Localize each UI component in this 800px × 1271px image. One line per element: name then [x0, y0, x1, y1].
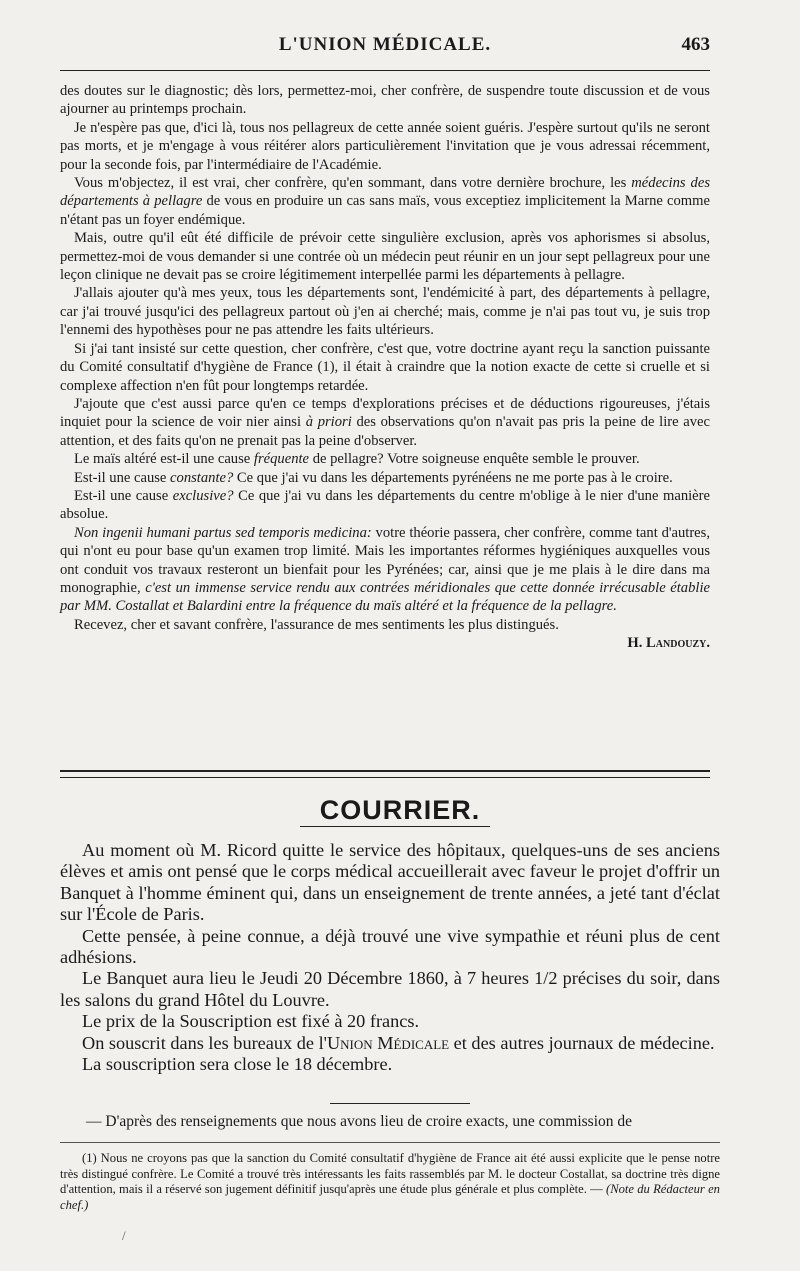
letter-paragraph: J'ajoute que c'est aussi parce qu'en ce temps d'explorations précises et de déductions rigoureuses, j'étais inquiet pour la science de voir nier ainsi à priori des observations qu'on n'avait pas pris la peine de lire avec attention, et des faits qu'on ne prenait pas la peine d'observer.: [60, 395, 711, 449]
courrier-paragraph: Le Banquet aura lieu le Jeudi 20 Décembre 1860, à 7 heures 1/2 précises du soir, dans les salons du grand Hôtel du Louvre.: [60, 968, 720, 1010]
title-underline: [300, 826, 490, 827]
section-divider: [60, 770, 710, 778]
courrier-paragraph: Cette pensée, à peine connue, a déjà trouvé une vive sympathie et réuni plus de cent adhésions.: [60, 925, 720, 968]
signature: H. Landouzy.: [627, 635, 710, 652]
letter-paragraph: Je n'espère pas que, d'ici là, tous nos pellagreux de cette année soient guéris. J'espère surtout qu'ils ne seront pas morts, et je m'engage à vous réitérer alors particulièrement l'invitation que je vous adressai récemment, pour la seconde fois, par l'intermédiaire de l'Académie.: [60, 119, 710, 173]
letter-paragraph: Est-il une cause constante? Ce que j'ai vu dans les départements pyrénéens ne me porte pas à le croire.: [74, 469, 673, 486]
paragraph-separator: [330, 1103, 470, 1104]
letter-paragraph: des doutes sur le diagnostic; dès lors, permettez-moi, cher confrère, de suspendre toute discussion et de vous ajourner au printemps prochain.: [60, 83, 710, 118]
footnote: (1) Nous ne croyons pas que la sanction du Comité consultatif d'hygiène de France ait été aussi explicite que le pense notre très distingué confrère. Le Comité a trouvé très intéressants les faits rassemblés par M. le docteur Costallat, sa doctrine très digne d'attention, mais il a réservé son jugement définitif jusqu'après une étude plus générale et plus complète. — (Note du Rédacteur en chef.): [60, 1151, 720, 1212]
news-item: — D'après des renseignements que nous avons lieu de croire exacts, une commission de: [86, 1113, 633, 1130]
section-title: COURRIER.: [319, 795, 481, 825]
page-number: 463: [681, 34, 710, 55]
courrier-body: [60, 840, 720, 1075]
letter-paragraph: J'allais ajouter qu'à mes yeux, tous les départements sont, l'endémicité à part, des départements à pellagre, car j'ai trouvé jusqu'ici des pellagreux partout où j'en ai cherché; mais, comme je n'ai pas tout vu, je suis trop l'ennemi des hypothèses pour ne pas attendre les faits ultérieurs.: [60, 285, 710, 339]
letter-paragraph: Mais, outre qu'il eût été difficile de prévoir cette singulière exclusion, après vos aphorismes si absolus, permettez-moi de vous demander si une contrée où un médecin peut réunir en un jour sept pellagreux pour une leçon clinique ne devait pas se croire légitimement interpellée parmi les départements à pellagre.: [60, 230, 710, 284]
courrier-paragraph: La souscription sera close le 18 décembre.: [82, 1054, 393, 1075]
letter-paragraph: Vous m'objectez, il est vrai, cher confrère, qu'en sommant, dans votre dernière brochure, les médecins des départements à pellagre de vous en produire un cas sans maïs, vous exceptiez implicitement la Marne comme n'étant pas un foyer endémique.: [60, 175, 710, 228]
letter-paragraph: Non ingenii humani partus sed temporis medicina: votre théorie passera, cher confrère, comme tant d'autres, qui n'ont eu pour base qu'un examen trop limité. Mais les importantes réformes hygiéniques auxquelles vous ont conduit vos travaux resteront un bienfait pour les Pyrénées; car, ainsi que je me plais à le dire dans ma monographie, c'est un immense service rendu aux contrées méridionales que cette donnée irrécusable établie par MM. Costallat et Balardini entre la fréquence du maïs altéré et la fréquence de la pellagre.: [60, 524, 710, 615]
running-title: L'UNION MÉDICALE.: [278, 34, 492, 55]
letter-paragraph: Est-il une cause exclusive? Ce que j'ai vu dans les départements du centre m'oblige à le nier d'une manière absolue.: [60, 487, 711, 523]
letter-paragraph: Recevez, cher et savant confrère, l'assurance de mes sentiments les plus distingués.: [74, 616, 559, 633]
page-header: [60, 34, 710, 60]
footnote-rule: [60, 1142, 720, 1143]
letter-paragraph: Si j'ai tant insisté sur cette question, cher confrère, c'est que, votre doctrine ayant reçu la sanction puissante du Comité consultatif d'hygiène de France (1), il était à craindre que la notion exacte de cette si cruelle et si complexe affection n'en fût pour longtemps retardée.: [60, 340, 710, 394]
courrier-paragraph: On souscrit dans les bureaux de l'Union Médicale et des autres journaux de médecine.: [82, 1032, 715, 1053]
stray-mark: /: [122, 1228, 126, 1243]
courrier-paragraph: Le prix de la Souscription est fixé à 20 francs.: [82, 1011, 420, 1032]
header-rule: [60, 70, 710, 71]
letter-body: [60, 82, 710, 653]
courrier-paragraph: Au moment où M. Ricord quitte le service des hôpitaux, quelques-uns de ses anciens élèves et amis ont pensé que le corps médical accueillerait avec faveur le projet d'offrir un Banquet à l'homme éminent qui, dans un enseignement de trente années, a jeté tant d'éclat sur l'École de Paris.: [60, 840, 720, 925]
letter-paragraph: Le maïs altéré est-il une cause fréquente de pellagre? Votre soigneuse enquête semble le prouver.: [74, 451, 640, 468]
